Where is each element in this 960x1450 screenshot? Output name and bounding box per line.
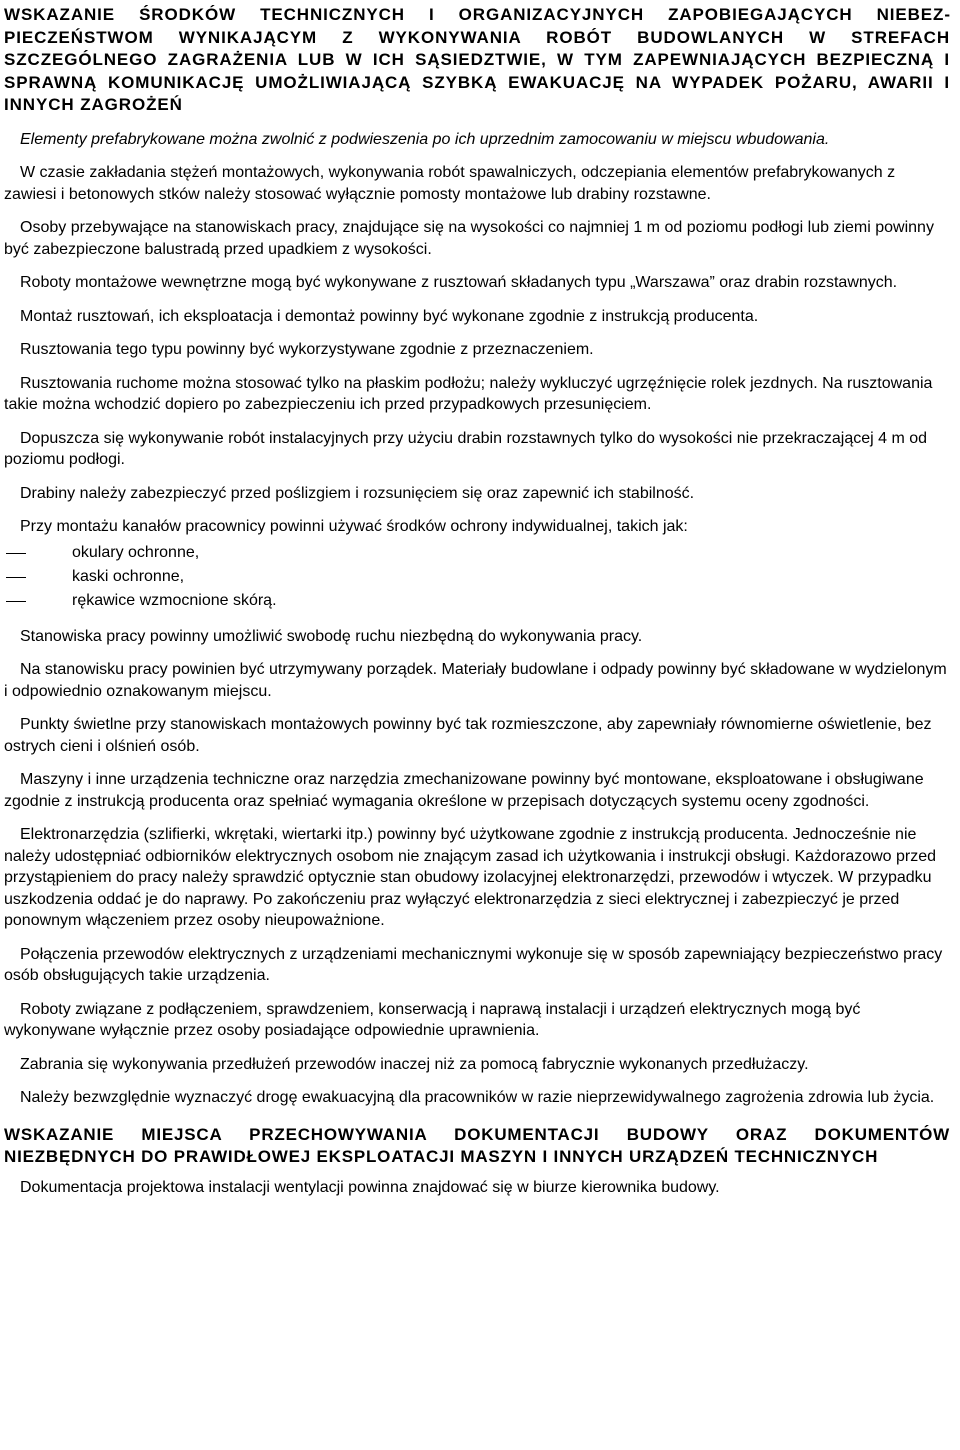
dash-bullet-icon [4, 589, 72, 613]
list-item-label: rękawice wzmocnione skórą. [72, 591, 277, 609]
paragraph-documentation-location: Dokumentacja projektowa instalacji wentylacji powinna znajdować się w biurze kierownika budowy. [20, 1178, 720, 1196]
paragraph-machines: Maszyny i inne urządzenia techniczne oraz narzędzia zmechanizowane powinny być montowane, eksploatowane i obsługiwane zgodnie z instrukcją producenta oraz spełniać wymagania określone w przepisach dotyczących systemu oceny zgodności. [4, 771, 924, 810]
list-item [4, 565, 950, 589]
paragraph-prefab-release: Elementy prefabrykowane można zwolnić z podwieszenia po ich uprzednim zamocowaniu w miejscu wbudowania. [20, 130, 830, 148]
paragraph-bracing-platforms: W czasie zakładania stężeń montażowych, wykonywania robót spawalniczych, odczepiania elementów prefabrykowanych z zawiesi i betonowych stków należy stosować wyłącznie pomosty montażowe lub drabiny rozstawne. [4, 164, 896, 203]
list-item-label: okulary ochronne, [72, 543, 200, 561]
paragraph-ladder-stability: Drabiny należy zabezpieczyć przed poślizgiem i rozsunięciem się oraz zapewnić ich stabilność. [20, 484, 695, 502]
paragraph-scaffold-assembly: Montaż rusztowań, ich eksploatacja i demontaż powinny być wykonane zgodnie z instrukcją producenta. [20, 307, 759, 325]
paragraph-workplace-order: Na stanowisku pracy powinien być utrzymywany porządek. Materiały budowlane i odpady powinny być składowane w wydzielonym i odpowiednio oznakowanym miejscu. [4, 661, 947, 700]
section-heading-safety-measures: WSKAZANIE ŚRODKÓW TECHNICZNYCH I ORGANIZACYJNYCH ZAPOBIEGAJĄCYCH NIEBEZPIECZEŃSTWOM WYNIKAJĄCYM Z WYKONYWANIA ROBÓT BUDOWLANYCH W STREFACH SZCZEGÓLNEGO ZAGRAŻENIA LUB W ICH SĄSIEDZTWIE, W TYM ZAPEWNIAJĄCYCH BEZPIECZNĄ I SPRAWNĄ KOMUNIKACJĘ UMOŻLIWIAJĄCĄ SZYBKĄ EWAKUACJĘ NA WYPADEK POŻARU, AWARII I INNYCH ZAGROŻEŃ [4, 5, 950, 114]
paragraph-freedom-of-movement: Stanowiska pracy powinny umożliwić swobodę ruchu niezbędną do wykonywania pracy. [20, 627, 643, 645]
dash-bullet-icon [4, 565, 72, 589]
dash-bullet-icon [4, 541, 72, 565]
paragraph-scaffold-purpose: Rusztowania tego typu powinny być wykorzystywane zgodnie z przeznaczeniem. [20, 341, 594, 358]
paragraph-ppe-intro: Przy montażu kanałów pracownicy powinni używać środków ochrony indywidualnej, takich jak: [20, 518, 688, 535]
paragraph-mobile-scaffold: Rusztowania ruchome można stosować tylko na płaskim podłożu; należy wykluczyć ugrzęźnięcie rolek jezdnych. Na rusztowania takie można wchodzić dopiero po zabezpieczeniu ich przed przypadkowych przesunięciem. [4, 374, 933, 413]
paragraph-fall-protection: Osoby przebywające na stanowiskach pracy, znajdujące się na wysokości co najmniej 1 m od poziomu podłogi lub ziemi powinny być zabezpieczone balustradą przed upadkiem z wysokości. [4, 219, 934, 258]
paragraph-lighting: Punkty świetlne przy stanowiskach montażowych powinny być tak rozmieszczone, aby zapewniały równomierne oświetlenie, bez ostrych cieni i olśnień osób. [4, 716, 932, 755]
list-item [4, 541, 950, 565]
ppe-list [4, 541, 950, 613]
section-heading-documentation: WSKAZANIE MIEJSCA PRZECHOWYWANIA DOKUMENTACJI BUDOWY ORAZ DOKUMENTÓW NIEZBĘDNYCH DO PRAWIDŁOWEJ EKSPLOATACJI MASZYN I INNYCH URZĄDZEŃ TECHNICZNYCH [4, 1124, 950, 1166]
list-item [4, 589, 950, 613]
paragraph-ladder-height: Dopuszcza się wykonywanie robót instalacyjnych przy użyciu drabin rozstawnych tylko do wysokości nie przekraczającej 4 m od poziomu podłogi. [4, 429, 928, 468]
paragraph-electrical-connections: Połączenia przewodów elektrycznych z urządzeniami mechanicznymi wykonuje się w sposób zapewniający bezpieczeństwo pracy osób obsługujących takie urządzenia. [4, 945, 943, 984]
paragraph-electrical-qualifications: Roboty związane z podłączeniem, sprawdzeniem, konserwacją i naprawą instalacji i urządzeń elektrycznych mogą być wykonywane wyłącznie przez osoby posiadające odpowiednie uprawnienia. [4, 1000, 861, 1039]
paragraph-warszawa-scaffold: Roboty montażowe wewnętrzne mogą być wykonywane z rusztowań składanych typu „Warszawa” oraz drabin rozstawnych. [20, 274, 898, 291]
paragraph-extension-cords: Zabrania się wykonywania przedłużeń przewodów inaczej niż za pomocą fabrycznie wykonanych przedłużaczy. [20, 1055, 809, 1073]
paragraph-power-tools: Elektronarzędzia (szlifierki, wkrętaki, wiertarki itp.) powinny być użytkowane zgodnie z instrukcją producenta. Jednocześnie nie należy udostępniać odbiorników elektrycznych osobom nie znającym zasad ich użytkowania i instrukcji obsługi. Każdorazowo przed przystąpieniem do pracy należy sprawdzić optycznie stan obudowy izolacyjnej elektronarzędzi, przewodów i wtyczek. W przypadku uszkodzenia oddać je do naprawy. Po zakończeniu praz wyłączyć elektronarzędzia z sieci elektrycznej i zabezpieczyć je przed ponownym włączeniem przez osoby nieupoważnione. [4, 826, 937, 929]
list-item-label: kaski ochronne, [72, 567, 185, 585]
paragraph-evacuation-route: Należy bezwzględnie wyznaczyć drogę ewakuacyjną dla pracowników w razie nieprzewidywalnego zagrożenia zdrowia lub życia. [20, 1089, 935, 1106]
